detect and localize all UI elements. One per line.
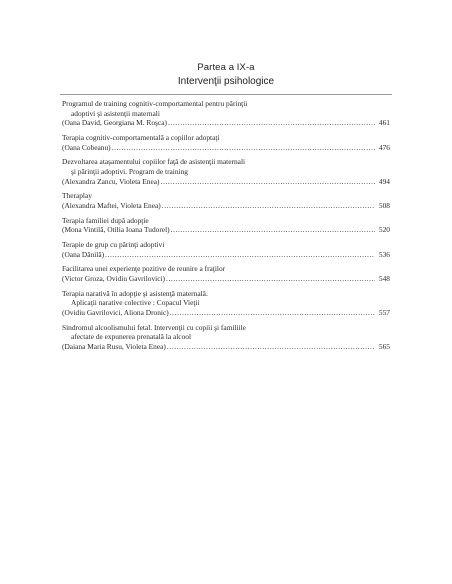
toc-entry-title-line: afectate de expunerea prenatală la alcool bbox=[71, 332, 192, 342]
toc-entry-author-line bbox=[62, 177, 390, 187]
toc-entry-page-number: 494 bbox=[378, 176, 390, 186]
toc-entry-title-line: Sindromul alcoolismului fetal. Intervenţii cu copiii şi familiile bbox=[62, 322, 246, 332]
toc-entry-authors: (Victor Groza, Ovidiu Gavrilovici) bbox=[62, 274, 165, 284]
toc-entry[interactable] bbox=[62, 133, 390, 152]
toc-entry[interactable] bbox=[62, 264, 390, 283]
toc-entry[interactable] bbox=[62, 157, 390, 186]
toc-entry-authors: (Daiana Maria Rusu, Violeta Enea) bbox=[62, 341, 166, 351]
dot-leader bbox=[171, 225, 375, 235]
toc-entry-page-number: 476 bbox=[378, 142, 390, 152]
toc-entry-title-line: Aplicaţii narative colective : Copacul Vieţii bbox=[71, 298, 200, 308]
toc-entry-authors: (Mona Vintilă, Otilia Ioana Tudorel) bbox=[62, 225, 170, 235]
toc-entry-authors: (Oana Dănilă) bbox=[62, 249, 105, 259]
toc-entry-page-number: 508 bbox=[378, 200, 390, 210]
title-divider bbox=[60, 94, 392, 95]
toc-entry-authors: (Oana David, Georgiana M. Roşca) bbox=[62, 118, 167, 128]
dot-leader bbox=[161, 177, 375, 187]
toc-entry-title-line: Terapia familiei după adopţie bbox=[62, 215, 149, 225]
toc-entry-authors: (Alexandra Maftei, Violeta Enea) bbox=[62, 200, 161, 210]
toc-entry-author-line bbox=[62, 118, 390, 128]
toc-entry[interactable] bbox=[62, 323, 390, 352]
toc-entry-author-line bbox=[62, 308, 390, 318]
toc-entry-title-line: Programul de training cognitiv-comportamental pentru părinţii bbox=[62, 99, 248, 108]
section-title: Intervenţii psihologice bbox=[177, 76, 275, 87]
toc-entry-title-line: Terapia narativă în adopţie şi asistenţă maternală. bbox=[62, 288, 208, 298]
toc-entry-page-number: 520 bbox=[378, 225, 390, 235]
dot-leader bbox=[162, 201, 375, 211]
toc-entry[interactable] bbox=[62, 289, 390, 318]
toc-entry-authors: (Alexandra Zancu, Violeta Enea) bbox=[62, 176, 160, 186]
toc-entry-authors: (Ovidiu Gavrilovici, Aliona Dronic) bbox=[62, 308, 169, 317]
toc-entry-author-line bbox=[62, 225, 390, 235]
toc-entry-authors: (Oana Cobeanu) bbox=[62, 142, 111, 152]
toc-entry-title-line: Dezvoltarea ataşamentului copiilor faţă de asistenţii maternali bbox=[62, 157, 246, 167]
toc-entry-title-line: şi părinţii adoptivi. Program de training bbox=[71, 166, 188, 176]
toc-entry-author-line bbox=[62, 250, 390, 260]
toc-entry-author-line bbox=[62, 342, 390, 352]
toc-entry-title-line: Terapie de grup cu părinţi adoptivi bbox=[62, 240, 165, 250]
toc-entry-title-line: Terapia cognitiv-comportamentală a copiilor adoptaţi bbox=[62, 132, 220, 142]
toc-entry-page-number: 461 bbox=[378, 118, 390, 128]
part-title: Partea a IX-a bbox=[197, 62, 255, 73]
toc-entry-page-number: 536 bbox=[378, 249, 390, 259]
dot-leader bbox=[170, 308, 375, 318]
toc-entry-author-line bbox=[62, 274, 390, 284]
toc-entry[interactable] bbox=[62, 216, 390, 235]
dot-leader bbox=[166, 274, 375, 284]
dot-leader bbox=[168, 118, 375, 128]
toc-entry-author-line bbox=[62, 201, 390, 211]
toc-entry-title-line: Theraplay bbox=[62, 191, 92, 201]
toc-entry-page-number: 557 bbox=[378, 308, 390, 317]
toc-entry-page-number: 565 bbox=[378, 341, 390, 351]
toc-entry[interactable] bbox=[62, 191, 390, 210]
table-of-contents bbox=[62, 99, 390, 357]
toc-entry[interactable] bbox=[62, 240, 390, 259]
dot-leader bbox=[112, 143, 375, 153]
toc-entry[interactable] bbox=[62, 99, 390, 128]
toc-entry-title-line: Facilitarea unei experienţe pozitive de reunire a fraţilor bbox=[62, 264, 226, 274]
toc-entry-title-line: adoptivi şi asistenţii maternali bbox=[71, 108, 160, 118]
dot-leader bbox=[105, 250, 375, 260]
toc-entry-author-line bbox=[62, 143, 390, 153]
toc-entry-page-number: 548 bbox=[378, 274, 390, 284]
dot-leader bbox=[167, 342, 375, 352]
